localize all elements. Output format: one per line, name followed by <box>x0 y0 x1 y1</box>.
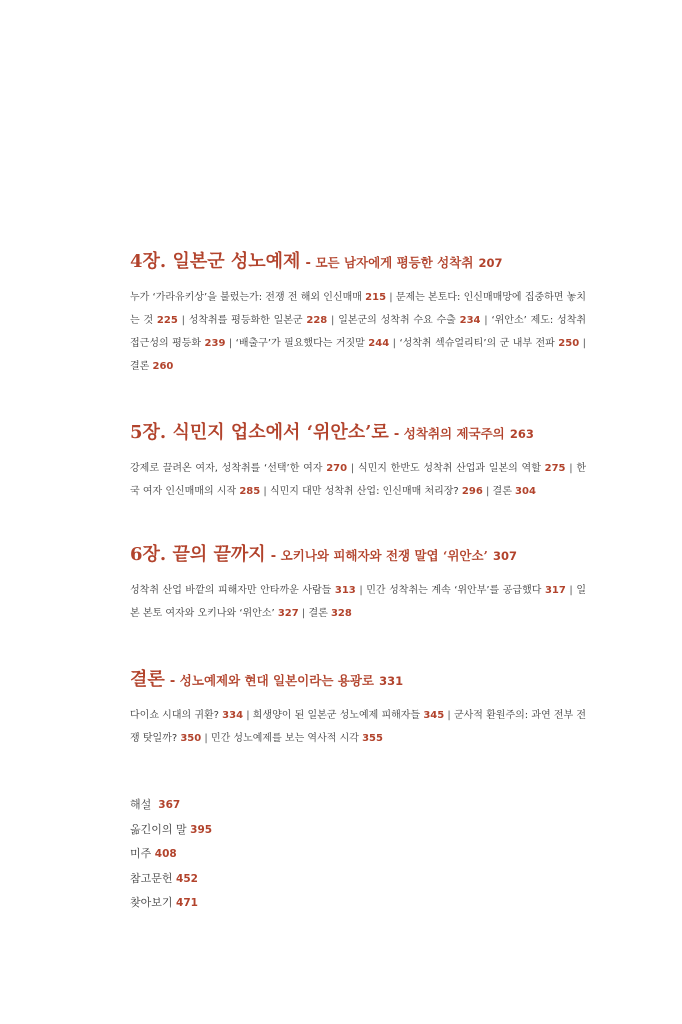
chapter-heading <box>130 543 586 569</box>
section-page: 296 <box>461 486 483 497</box>
back-matter-item <box>130 818 586 843</box>
section-title: 군사적 환원주의: 과연 전부 전쟁 탓일까? <box>130 710 586 744</box>
section-page: 275 <box>544 463 566 474</box>
section-page: 355 <box>362 733 383 744</box>
section-list <box>130 286 586 378</box>
separator: | <box>298 608 309 619</box>
separator: | <box>260 486 270 497</box>
back-matter-page: 452 <box>176 872 198 885</box>
section-title: 민간 성노예제를 보는 역사적 시각 <box>210 733 359 744</box>
back-matter-item <box>130 793 586 818</box>
separator: | <box>444 710 454 721</box>
section-title: ‘위안소’ 제도: 성착취 접근성의 평등화 <box>130 315 587 349</box>
heading-dash: - <box>169 674 180 689</box>
chapter-page: 207 <box>478 256 503 270</box>
section-title: 성착취를 평등화한 일본군 <box>188 315 303 326</box>
separator: | <box>565 585 577 596</box>
separator: | <box>386 292 396 303</box>
back-matter-list <box>130 793 586 916</box>
separator: | <box>565 463 577 474</box>
chapter-heading <box>130 250 586 276</box>
section-page: 313 <box>334 585 356 596</box>
chapter-4 <box>130 250 586 378</box>
back-matter-label: 해설 <box>130 798 152 811</box>
back-matter-label: 찾아보기 <box>130 896 173 909</box>
section-page: 250 <box>558 338 580 349</box>
section-page: 239 <box>204 338 226 349</box>
chapter-heading <box>130 421 586 447</box>
chapter-title: 6장. 끝의 끝까지 <box>130 544 266 565</box>
chapter-title: 5장. 식민지 업소에서 ‘위안소’로 <box>130 422 389 443</box>
separator: | <box>177 315 189 326</box>
separator: | <box>355 585 367 596</box>
separator: | <box>243 710 253 721</box>
separator: | <box>480 315 492 326</box>
chapter-title: 결론 <box>130 669 165 690</box>
section-page: 228 <box>306 315 328 326</box>
separator: | <box>579 338 586 349</box>
section-title: 강제로 끌려온 여자, 성착취를 ‘선택’한 여자 <box>130 463 323 474</box>
chapter-heading <box>130 668 586 694</box>
chapter-5 <box>130 421 586 503</box>
section-page: 350 <box>180 733 202 744</box>
section-page: 304 <box>515 486 536 497</box>
section-title: 결론 <box>308 608 328 619</box>
back-matter-item <box>130 842 586 867</box>
table-of-contents <box>130 250 586 916</box>
back-matter-label: 참고문헌 <box>130 871 173 885</box>
separator: | <box>201 733 211 744</box>
section-page: 215 <box>365 292 387 303</box>
section-page: 270 <box>326 463 348 474</box>
chapter-subtitle: 오키나와 피해자와 전쟁 말엽 ‘위안소’ <box>280 548 488 563</box>
separator: | <box>225 338 236 349</box>
section-page: 345 <box>423 710 445 721</box>
section-page: 334 <box>222 710 244 721</box>
back-matter-label: 미주 <box>130 847 152 860</box>
section-title: 누가 ‘가라유키상’을 불렀는가: 전쟁 전 해외 인신매매 <box>130 292 362 303</box>
section-title: ‘성착취 섹슈얼리티’의 군 내부 전파 <box>399 338 555 349</box>
section-page: 328 <box>330 608 352 619</box>
chapter-title: 4장. 일본군 성노예제 <box>130 251 301 272</box>
section-title: 민간 성착취는 계속 ‘위안부’를 공급했다 <box>366 585 542 596</box>
section-title: 성착취 산업 바깥의 피해자만 안타까운 사람들 <box>130 585 332 596</box>
section-title: 식민지 대만 성착취 산업: 인신매매 처리장? <box>269 486 459 497</box>
back-matter-page: 471 <box>176 897 198 909</box>
section-page: 234 <box>459 315 481 326</box>
section-list <box>130 704 586 750</box>
section-title: 한국 여자 인신매매의 시작 <box>130 463 587 497</box>
chapter-subtitle: 성착취의 제국주의 <box>403 426 505 441</box>
back-matter-label: 옮긴이의 말 <box>130 822 187 836</box>
section-page: 285 <box>239 486 261 497</box>
chapter-page: 331 <box>379 674 404 688</box>
separator: | <box>327 315 339 326</box>
chapter-6 <box>130 543 586 625</box>
separator: | <box>482 486 493 497</box>
heading-dash: - <box>270 549 281 564</box>
section-title: 일본군의 성착취 수요 수출 <box>338 315 456 326</box>
back-matter-page: 367 <box>158 799 181 811</box>
section-page: 317 <box>544 585 566 596</box>
section-title: 식민지 한반도 성착취 산업과 일본의 역할 <box>357 463 541 474</box>
chapter-page: 263 <box>509 427 534 441</box>
separator: | <box>389 338 400 349</box>
section-page: 225 <box>156 315 178 326</box>
section-title: 문제는 본토다: 인신매매망에 집중하면 놓치는 것 <box>130 292 586 326</box>
section-page: 327 <box>277 608 299 619</box>
heading-dash: - <box>393 427 404 442</box>
section-title: 결론 <box>130 361 150 372</box>
heading-dash: - <box>305 256 316 271</box>
chapter-conclusion <box>130 668 586 750</box>
section-page: 260 <box>152 361 174 372</box>
back-matter-item <box>130 867 586 892</box>
section-title: 다이쇼 시대의 귀환? <box>130 710 219 721</box>
section-list <box>130 457 586 503</box>
section-title: 희생양이 된 일본군 성노예제 피해자들 <box>252 710 421 721</box>
separator: | <box>347 463 358 474</box>
section-title: 결론 <box>492 486 512 497</box>
section-title: ‘배출구’가 필요했다는 거짓말 <box>235 338 365 349</box>
chapter-subtitle: 성노예제와 현대 일본이라는 용광로 <box>179 673 374 688</box>
back-matter-item <box>130 891 586 916</box>
chapter-subtitle: 모든 남자에게 평등한 성착취 <box>315 255 474 270</box>
chapter-page: 307 <box>493 549 518 563</box>
section-list <box>130 579 586 625</box>
section-page: 244 <box>368 338 390 349</box>
back-matter-page: 408 <box>154 848 177 860</box>
back-matter-page: 395 <box>190 823 213 836</box>
section-title: 일본 본토 여자와 오키나와 ‘위안소’ <box>130 585 586 619</box>
